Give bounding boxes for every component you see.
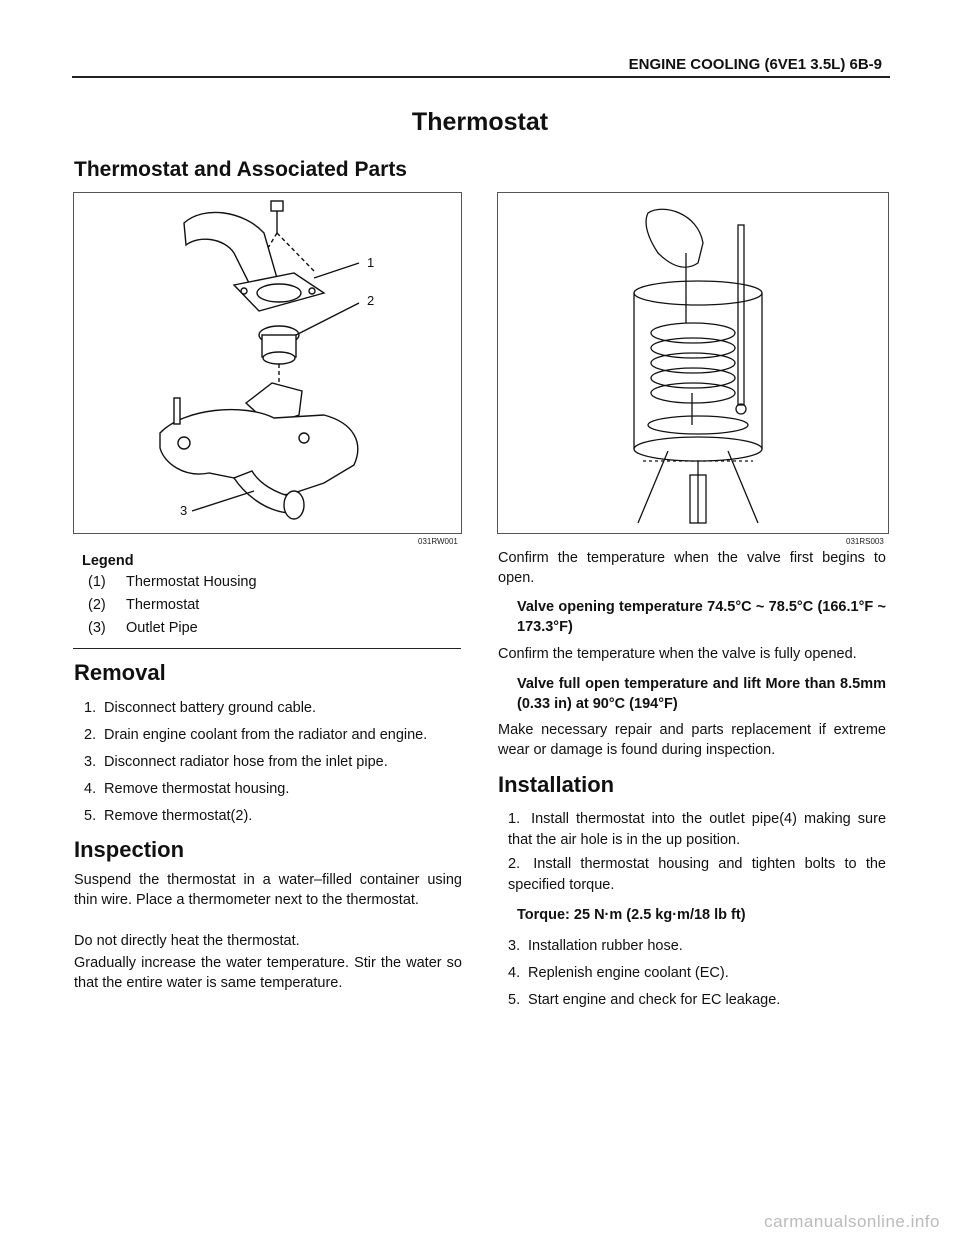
step-text: Remove thermostat housing. xyxy=(104,781,290,797)
legend-divider xyxy=(73,648,461,649)
installation-step xyxy=(508,963,729,984)
step-number: 3. xyxy=(508,938,521,954)
repair-paragraph: Make necessary repair and parts replacement if extreme wear or damage is found during inspection. xyxy=(498,722,886,758)
legend-item xyxy=(88,574,257,590)
installation-step xyxy=(508,936,683,957)
valve-opening-spec: Valve opening temperature 74.5°C ~ 78.5°C (166.1°F ~ 173.3°F) xyxy=(517,599,886,635)
page-title: Thermostat xyxy=(411,108,549,136)
thermometer xyxy=(738,225,744,405)
step-text: Installation rubber hose. xyxy=(528,938,683,954)
step-text: Drain engine coolant from the radiator and engine. xyxy=(104,727,428,743)
step-number: 4. xyxy=(508,965,521,981)
step-text: Start engine and check for EC leakage. xyxy=(528,992,781,1008)
callout-2: 2 xyxy=(367,293,375,308)
right-figure-code: 031RS003 xyxy=(846,537,884,546)
exploded-view-drawing xyxy=(74,193,461,533)
step-number: 1. xyxy=(84,700,97,716)
legend-item xyxy=(88,620,198,636)
inspection-setup-figure xyxy=(497,192,889,534)
header-title: ENGINE COOLING (6VE1 3.5L) 6B-9 xyxy=(628,56,882,73)
callout-3: 3 xyxy=(180,503,188,518)
step-number: 5. xyxy=(508,992,521,1008)
section-title: Thermostat and Associated Parts xyxy=(74,158,407,181)
step-text: Disconnect radiator hose from the inlet pipe. xyxy=(104,754,388,770)
page-header xyxy=(72,52,890,78)
container-rim xyxy=(634,281,762,305)
installation-step xyxy=(508,990,780,1011)
valve-full-open-spec: Valve full open temperature and lift More than 8.5mm (0.33 in) at 90°C (194°F) xyxy=(517,676,886,712)
step-text: Replenish engine coolant (EC). xyxy=(528,965,729,981)
legend-text: Thermostat Housing xyxy=(126,574,257,590)
watermark: carmanualsonline.info xyxy=(764,1212,940,1231)
step-number: 4. xyxy=(84,781,97,797)
hand xyxy=(646,209,703,267)
legend-text: Outlet Pipe xyxy=(126,620,198,636)
legend-title: Legend xyxy=(82,553,134,569)
thermostat-parts-figure xyxy=(73,192,462,534)
removal-step xyxy=(84,752,388,773)
step-text: Install thermostat housing and tighten bolts to the specified torque. xyxy=(508,856,886,893)
callout-1: 1 xyxy=(367,255,375,270)
step-number: 3. xyxy=(84,754,97,770)
removal-step xyxy=(84,698,316,719)
inspection-paragraph-2: Do not directly heat the thermostat. xyxy=(74,933,300,949)
inspection-heading: Inspection xyxy=(74,837,185,862)
inspection-paragraph-3: Gradually increase the water temperature. Stir the water so that the entire water is same temperature. xyxy=(74,955,462,991)
removal-step xyxy=(84,779,289,800)
step-text: Disconnect battery ground cable. xyxy=(104,700,317,716)
installation-step xyxy=(508,854,886,896)
inspection-paragraph-1: Suspend the thermostat in a water–filled container using thin wire. Place a thermometer next to the thermostat. xyxy=(74,872,462,908)
bolt xyxy=(271,201,283,211)
legend-num: (2) xyxy=(88,597,106,613)
inspection-drawing xyxy=(498,193,888,533)
legend-num: (1) xyxy=(88,574,106,590)
removal-step xyxy=(84,725,427,746)
confirm-open-paragraph: Confirm the temperature when the valve first begins to open. xyxy=(498,550,886,586)
step-number: 1. xyxy=(508,811,521,827)
torque-spec: Torque: 25 N·m (2.5 kg·m/18 lb ft) xyxy=(517,907,746,923)
step-number: 2. xyxy=(508,856,521,872)
step-number: 2. xyxy=(84,727,97,743)
removal-step xyxy=(84,806,252,827)
thermostat-coil xyxy=(651,323,735,343)
step-number: 5. xyxy=(84,808,97,824)
step-text: Remove thermostat(2). xyxy=(104,808,253,824)
confirm-full-open-paragraph: Confirm the temperature when the valve is fully opened. xyxy=(498,646,857,662)
installation-heading: Installation xyxy=(498,772,615,797)
legend-text: Thermostat xyxy=(126,597,200,613)
step-text: Install thermostat into the outlet pipe(4) making sure that the air hole is in the up position. xyxy=(508,811,887,848)
legend-num: (3) xyxy=(88,620,106,636)
installation-step xyxy=(508,809,886,851)
removal-heading: Removal xyxy=(74,660,166,685)
left-figure-code: 031RW001 xyxy=(418,537,458,546)
legend-item xyxy=(88,597,199,613)
